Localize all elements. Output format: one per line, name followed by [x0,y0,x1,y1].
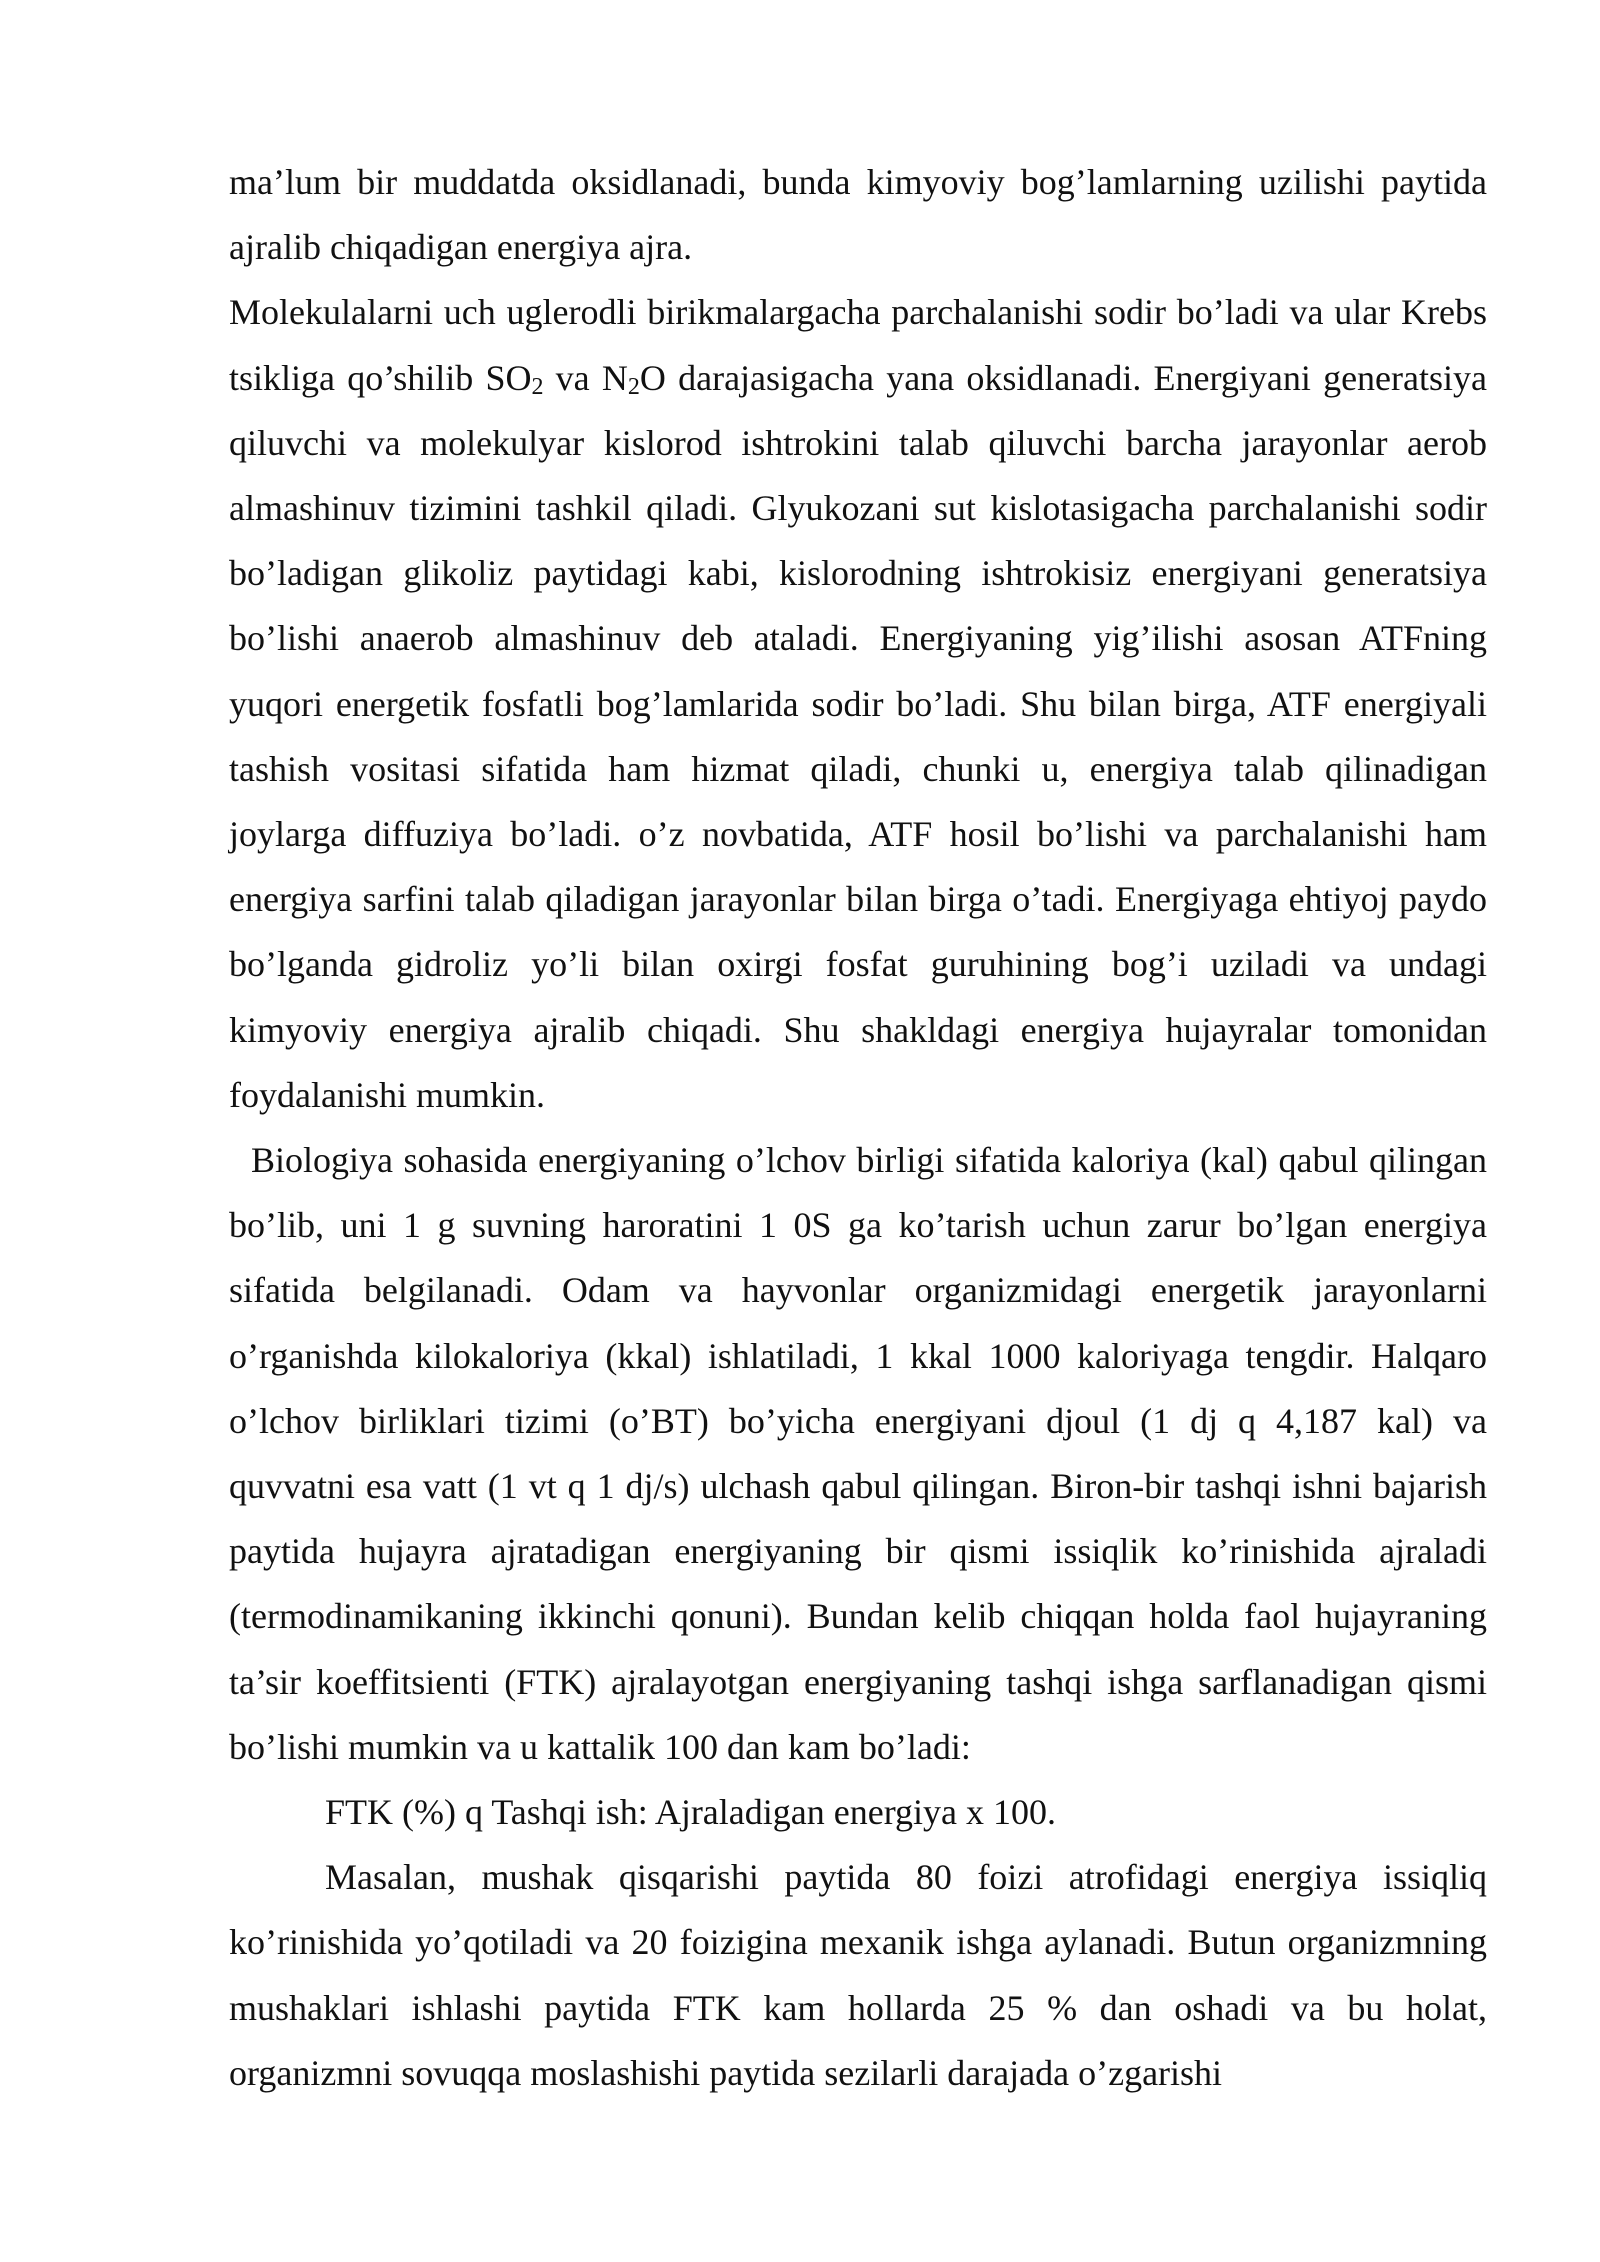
subscript-so2: 2 [531,373,544,400]
paragraph-1: ma’lum bir muddatda oksidlanadi, bunda kimyoviy bog’lamlarning uzilishi paytida ajralib chiqadigan energiya ajra. [229,162,1487,268]
paragraph-2-part-b: va N [543,357,628,398]
subscript-n2o: 2 [627,373,640,400]
paragraph-2-part-a: Molekulalarni uch uglerodli birikmalargacha parchalanishi sodir bo’ladi va ular Krebs tsikliga qo’shilib SO [229,292,1487,398]
paragraph-4: Masalan, mushak qisqarishi paytida 80 foizi atrofidagi energiya issiqliq ko’rinishida yo’qotiladi va 20 foizigina mexanik ishga aylanadi. Butun organizmning mushaklari ishlashi paytida FTK kam hollarda 25 % dan oshadi va bu holat, organizmni sovuqqa moslashishi paytida sezilarli darajada o’zgarishi [229,1857,1487,2093]
paragraph-2 [229,280,1487,1128]
formula-line: FTK (%) q Tashqi ish: Ajraladigan energiya x 100. [325,1792,1057,1833]
document-page [229,150,1487,2106]
paragraph-2-part-c: O darajasigacha yana oksidlanadi. Energiyani generatsiya qiluvchi va molekulyar kislorod ishtrokini talab qiluvchi barcha jarayonlar aerob almashinuv tizimini tashkil qiladi. Glyukozani sut kislotasigacha parchalanishi sodir bo’ladigan glikoliz paytidagi kabi, kislorodning ishtrokisiz energiyani generatsiya bo’lishi anaerob almashinuv deb ataladi. Energiyaning yig’ilishi asosan ATFning yuqori energetik fosfatli bog’lamlarida sodir bo’ladi. Shu bilan birga, ATF energiyali tashish vositasi sifatida ham hizmat qiladi, chunki u, energiya talab qilinadigan joylarga diffuziya bo’ladi. o’z novbatida, ATF hosil bo’lishi va parchalanishi ham energiya sarfini talab qiladigan jarayonlar bilan birga o’tadi. Energiyaga ehtiyoj paydo bo’lganda gidroliz yo’li bilan oxirgi fosfat guruhining bog’i uziladi va undagi kimyoviy energiya ajralib chiqadi. Shu shakldagi energiya hujayralar tomonidan foydalanishi mumkin. [229,357,1487,1115]
paragraph-3: Biologiya sohasida energiyaning o’lchov birligi sifatida kaloriya (kal) qabul qilingan bo’lib, uni 1 g suvning haroratini 1 0S ga ko’tarish uchun zarur bo’lgan energiya sifatida belgilanadi. Odam va hayvonlar organizmidagi energetik jarayonlarni o’rganishda kilokaloriya (kkal) ishlatiladi, 1 kkal 1000 kaloriyaga tengdir. Halqaro o’lchov birliklari tizimi (o’BT) bo’yicha energiyani djoul (1 dj q 4,187 kal) va quvvatni esa vatt (1 vt q 1 dj/s) ulchash qabul qilingan. Biron-bir tashqi ishni bajarish paytida hujayra ajratadigan energiyaning bir qismi issiqlik ko’rinishida ajraladi (termodinamikaning ikkinchi qonuni). Bundan kelib chiqqan holda faol hujayraning ta’sir koeffitsienti (FTK) ajralayotgan energiyaning tashqi ishga sarflanadigan qismi bo’lishi mumkin va u kattalik 100 dan kam bo’ladi: [229,1140,1487,1767]
